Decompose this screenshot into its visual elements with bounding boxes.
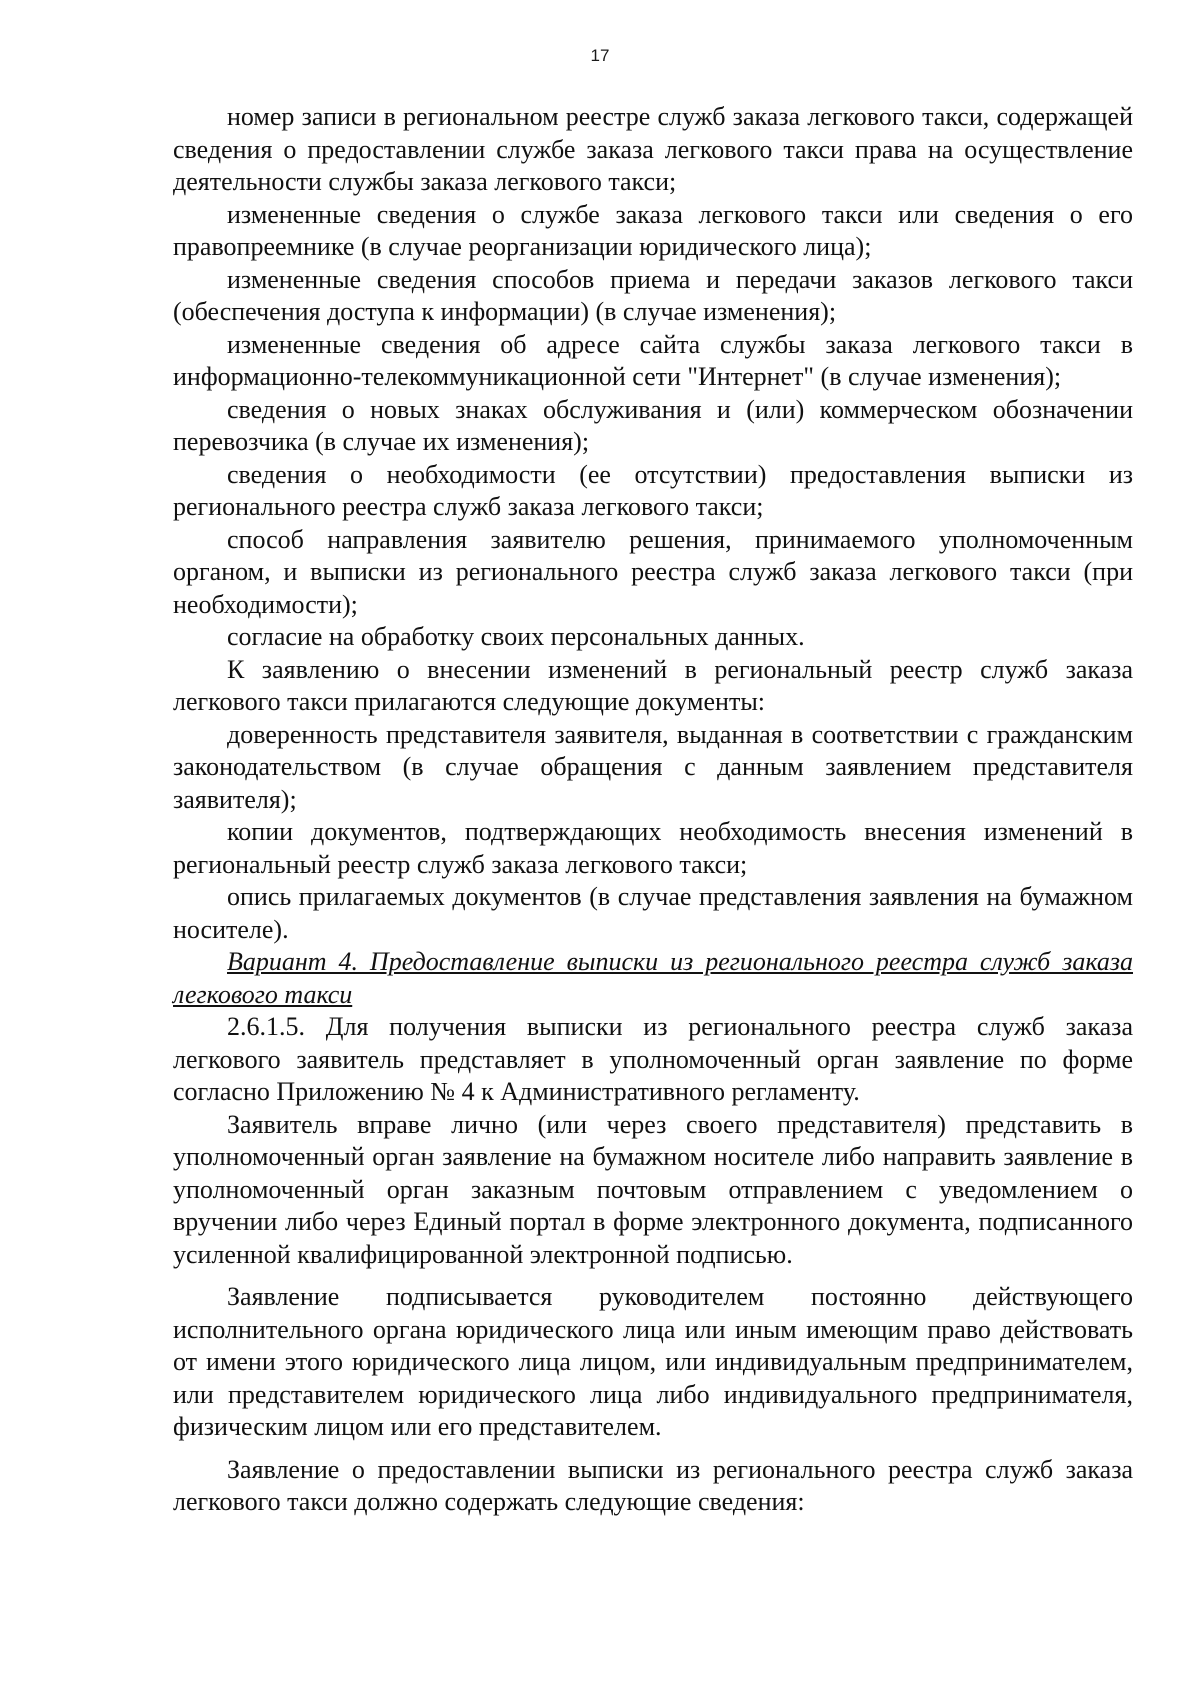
paragraph: измененные сведения о службе заказа легкового такси или сведения о его правопреемнике (в случае реорганизации юридического лица); [173, 199, 1133, 261]
paragraph: способ направления заявителю решения, принимаемого уполномоченным органом, и выписки из регионального реестра служб заказа легкового такси (при необходимости); [173, 524, 1133, 619]
paragraph: Заявитель вправе лично (или через своего представителя) представить в уполномоченный орган заявление на бумажном носителе либо направить заявление в уполномоченный орган заказным почтовым отправлением с уведомлением о вручении либо через Единый портал в форме электронного документа, подписанного усиленной квалифицированной электронной подписью. [173, 1109, 1133, 1269]
page-number: 17 [590, 46, 610, 65]
paragraph: измененные сведения об адресе сайта службы заказа легкового такси в информационно-телекоммуникационной сети "Интернет" (в случае изменения); [173, 329, 1133, 391]
paragraph: копии документов, подтверждающих необходимость внесения изменений в региональный реестр служб заказа легкового такси; [173, 817, 1133, 879]
section-heading: Вариант 4. Предоставление выписки из регионального реестра служб заказа легкового такси [173, 947, 1133, 1009]
paragraph: доверенность представителя заявителя, выданная в соответствии с гражданским законодательством (в случае обращения с данным заявлением представителя заявителя); [173, 719, 1133, 814]
paragraph: сведения о необходимости (ее отсутствии) предоставления выписки из регионального реестра служб заказа легкового такси; [173, 459, 1133, 521]
paragraph: согласие на обработку своих персональных данных. [227, 622, 805, 651]
paragraph: сведения о новых знаках обслуживания и (или) коммерческом обозначении перевозчика (в случае их изменения); [173, 394, 1133, 456]
paragraph: измененные сведения способов приема и передачи заказов легкового такси (обеспечения доступа к информации) (в случае изменения); [173, 264, 1133, 326]
paragraph: опись прилагаемых документов (в случае представления заявления на бумажном носителе). [173, 882, 1133, 944]
paragraph: номер записи в региональном реестре служб заказа легкового такси, содержащей сведения о предоставлении службе заказа легкового такси права на осуществление деятельности службы заказа легкового такси; [173, 102, 1133, 196]
paragraph: Заявление подписывается руководителем постоянно действующего исполнительного органа юридического лица или иным имеющим право действовать от имени этого юридического лица лицом, или индивидуальным предпринимателем, или представителем юридического лица либо индивидуального предпринимателя, физическим лицом или его представителем. [173, 1282, 1133, 1441]
paragraph: К заявлению о внесении изменений в региональный реестр служб заказа легкового такси прилагаются следующие документы: [173, 654, 1133, 716]
paragraph: 2.6.1.5. Для получения выписки из регионального реестра служб заказа легкового заявитель представляет в уполномоченный орган заявление по форме согласно Приложению № 4 к Административного регламенту. [173, 1012, 1133, 1106]
document-body [173, 101, 1133, 1519]
paragraph: Заявление о предоставлении выписки из регионального реестра служб заказа легкового такси должно содержать следующие сведения: [173, 1454, 1133, 1516]
